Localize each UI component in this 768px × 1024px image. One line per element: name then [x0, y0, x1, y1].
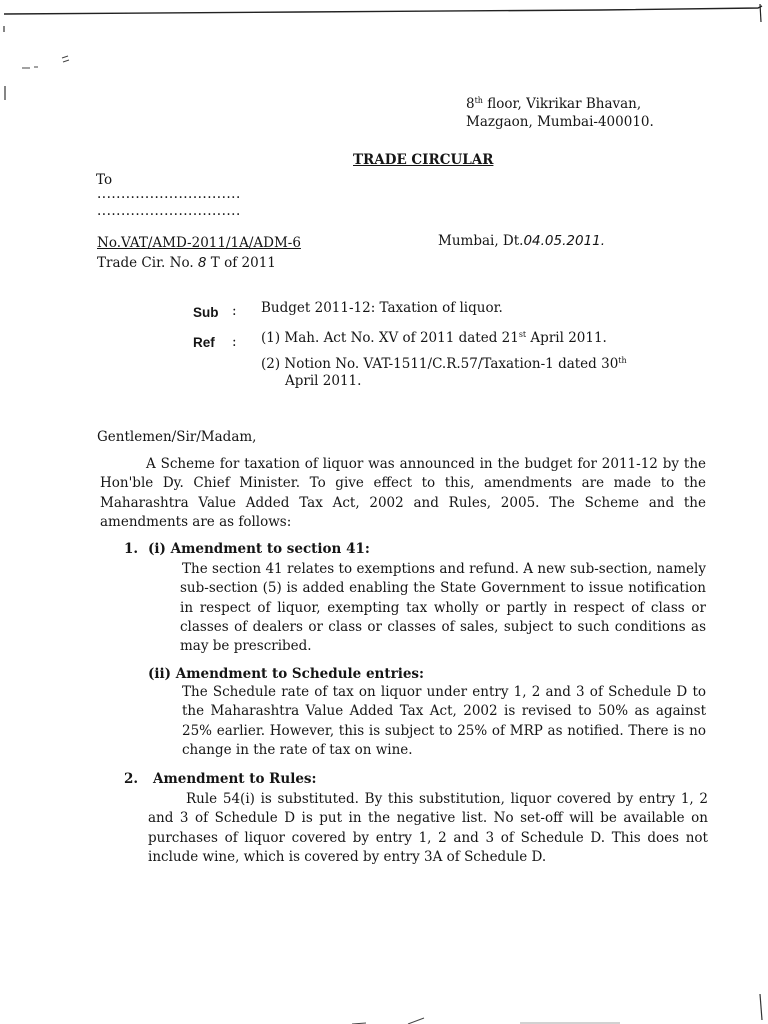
reference-item-2: (2) Notion No. VAT-1511/C.R.57/Taxation-1 dated 30th — [261, 356, 627, 372]
subject-colon: : — [232, 303, 237, 319]
reference-item-2-cont: April 2011. — [285, 373, 362, 389]
section-2-heading: Amendment to Rules: — [153, 771, 317, 787]
reference-colon: : — [232, 334, 237, 350]
section-1-part-1-text: The section 41 relates to exemptions and refund. A new sub-section, namely sub-section (5) is added enabling the State Government to issue notification in respect of liquor, exempting tax wholly or partly in respect of class or classes of dealers or class or classes of sales, subject to such conditions as may be prescribed. — [180, 561, 706, 655]
intro-paragraph: A Scheme for taxation of liquor was announced in the budget for 2011-12 by the Hon'ble Dy. Chief Minister. To give effect to this, amendments are made to the Maharashtra Value Added Tax Act, 2002 and Rules, 2005. The Scheme and the amendments are as follows: — [100, 456, 706, 530]
salutation: Gentlemen/Sir/Madam, — [97, 429, 257, 445]
subject-label: Sub — [193, 305, 219, 320]
section-2-text: Rule 54(i) is substituted. By this substitution, liquor covered by entry 1, 2 and 3 of Schedule D is put in the negative list. No set-off will be available on purchases of liquor covered by entry 1, 2 and 3 of Schedule D. This does not include wine, which is covered by entry 3A of Schedule D. — [148, 791, 708, 865]
trade-circular-number: Trade Cir. No. 8 T of 2011 — [97, 255, 276, 271]
section-1-part-2-heading: (ii) Amendment to Schedule entries: — [148, 666, 424, 682]
section-2-number: 2. — [124, 771, 139, 787]
scan-border-top — [0, 0, 768, 22]
page-title: TRADE CIRCULAR — [353, 152, 494, 168]
reference-label: Ref — [193, 335, 215, 350]
reference-item-1: (1) Mah. Act No. XV of 2011 dated 21st April 2011. — [261, 330, 607, 346]
address-line-2: Mazgaon, Mumbai-400010. — [466, 114, 654, 130]
address-line-1: 8th floor, Vikrikar Bhavan, — [466, 96, 642, 112]
scan-marks-bottom — [0, 990, 768, 1024]
section-1-part-2-text: The Schedule rate of tax on liquor under entry 1, 2 and 3 of Schedule D to the Maharashtra Value Added Tax Act, 2002 is revised to 50% as against 25% earlier. However, this is subject to 25% of MRP as notified. There is no change in the rate of tax on wine. — [182, 684, 706, 758]
place-date: Mumbai, Dt.04.05.2011. — [438, 233, 606, 249]
to-line-1: .............................. — [97, 186, 241, 202]
circular-number: No.VAT/AMD-2011/1A/ADM-6 — [97, 235, 301, 251]
scan-marks-left — [0, 20, 80, 110]
to-label: To — [96, 172, 113, 188]
section-1-number: 1. — [124, 541, 139, 557]
to-line-2: .............................. — [97, 203, 241, 219]
section-1-part-1-heading: (i) Amendment to section 41: — [148, 541, 370, 557]
handwritten-date: 04.05.2011. — [523, 233, 606, 249]
handwritten-number: 8 — [197, 255, 207, 271]
subject-text: Budget 2011-12: Taxation of liquor. — [261, 300, 503, 316]
